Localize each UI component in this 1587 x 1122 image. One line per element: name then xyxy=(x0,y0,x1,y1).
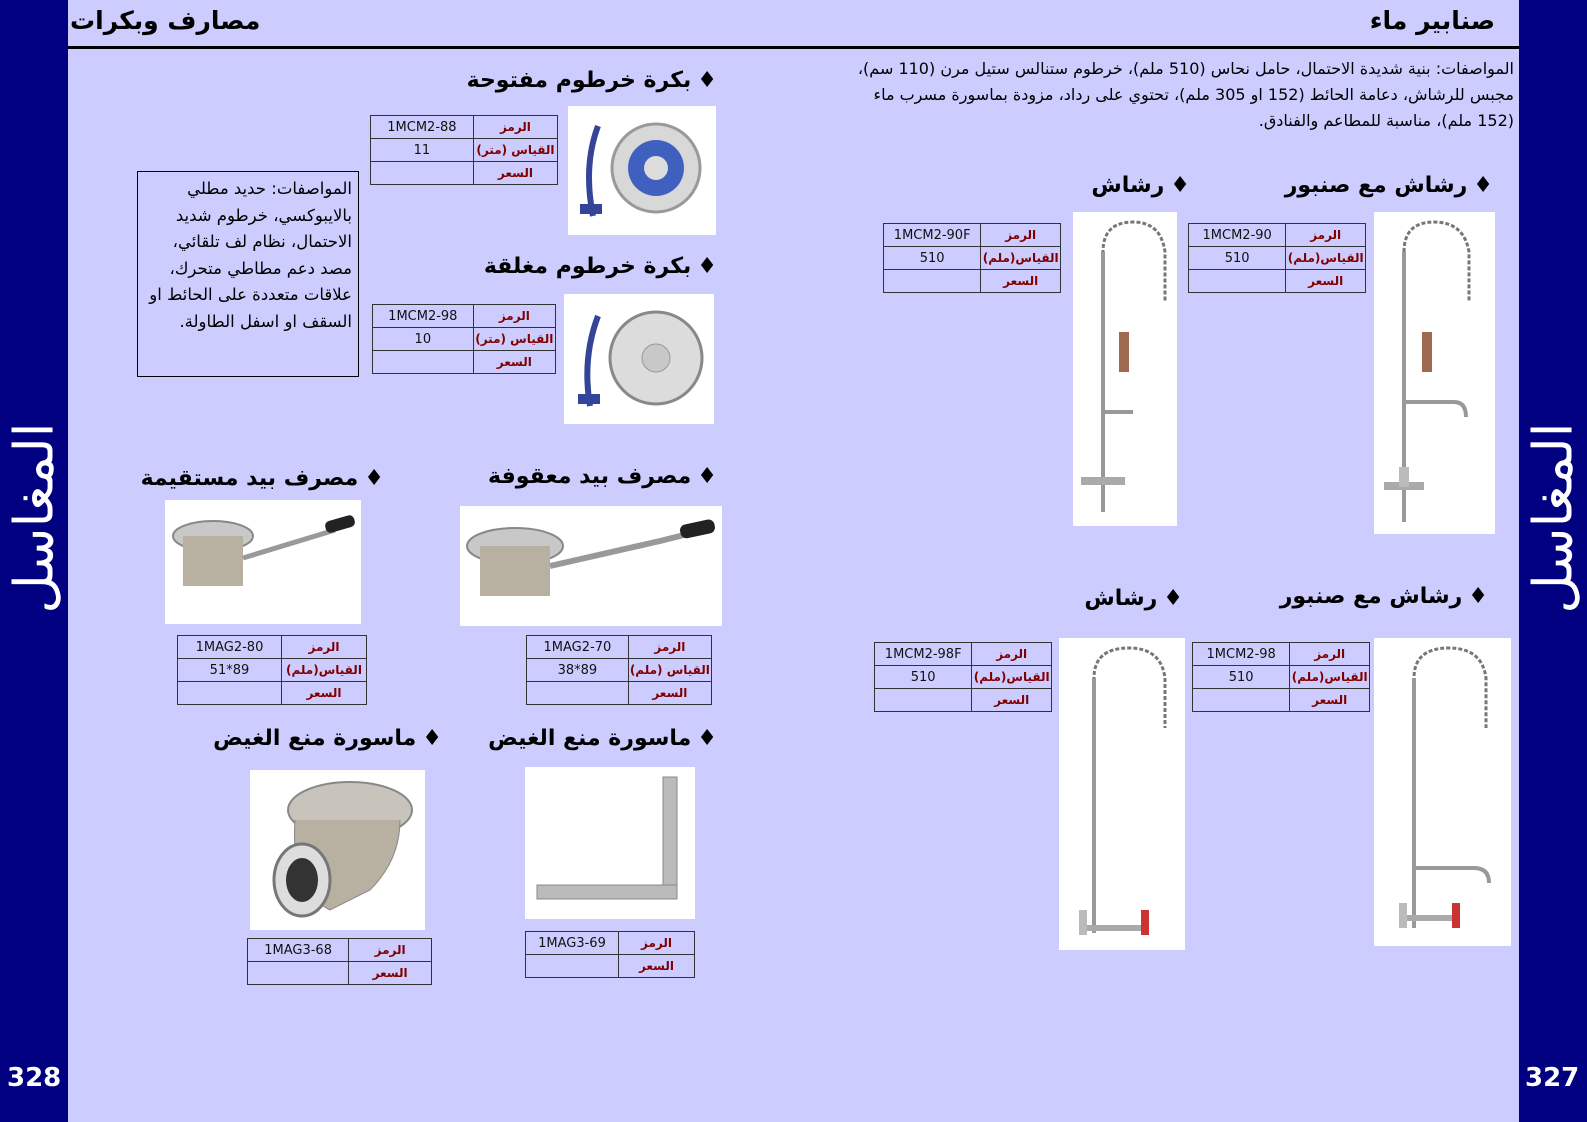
price-label: السعر xyxy=(1290,689,1370,712)
code-value: 1MAG2-70 xyxy=(527,636,629,659)
product-title-1mcm2-98f: ♦رشاش xyxy=(1084,586,1183,611)
product-title-1mcm2-88: ♦بكرة خرطوم مفتوحة xyxy=(466,68,717,93)
size-value: 510 xyxy=(884,247,981,270)
price-value xyxy=(884,270,981,293)
code-value: 1MAG2-80 xyxy=(178,636,282,659)
product-title-1mcm2-98: ♦رشاش مع صنبور xyxy=(1279,584,1488,609)
open-hose-reel-image xyxy=(568,106,716,235)
diamond-icon: ♦ xyxy=(697,726,717,751)
diamond-icon: ♦ xyxy=(1468,584,1488,609)
spec-table-1mcm2-98 xyxy=(1192,642,1370,712)
spec-table-1mag3-68 xyxy=(247,938,432,985)
spec-table-1mag3-69 xyxy=(525,931,695,978)
size-label: القياس(ملم) xyxy=(981,247,1061,270)
price-value xyxy=(178,682,282,705)
pre-rinse-faucet-image xyxy=(1374,212,1495,534)
diamond-icon: ♦ xyxy=(1163,586,1183,611)
size-value: 51*89 xyxy=(178,659,282,682)
left-page-header: مصارف وبكرات xyxy=(70,6,261,35)
price-value xyxy=(371,162,474,185)
code-label: الرمز xyxy=(628,636,711,659)
spec-table-1mcm2-88 xyxy=(370,115,558,185)
size-label: القياس(ملم) xyxy=(1290,666,1370,689)
left-section-label: المغاسل xyxy=(2,422,66,614)
right-page-number: 327 xyxy=(1525,1063,1580,1093)
size-value: 10 xyxy=(373,328,474,351)
spec-table-1mcm2-90f xyxy=(883,223,1061,293)
spec-table-1mcm2-98f xyxy=(874,642,1052,712)
overflow-pipe-l-image xyxy=(525,767,695,919)
price-value xyxy=(875,689,972,712)
overflow-elbow-image xyxy=(250,770,425,930)
price-label: السعر xyxy=(473,162,557,185)
diamond-icon: ♦ xyxy=(697,254,717,279)
price-value xyxy=(248,962,349,985)
code-label: الرمز xyxy=(473,305,555,328)
code-label: الرمز xyxy=(473,116,557,139)
diamond-icon: ♦ xyxy=(364,466,384,491)
product-title-1mag3-68: ♦ماسورة منع الغيض xyxy=(213,726,442,751)
spec-table-1mcm2-98-reel xyxy=(372,304,556,374)
spec-table-1mag2-80 xyxy=(177,635,367,705)
size-label: القياس(ملم) xyxy=(281,659,366,682)
price-label: السعر xyxy=(972,689,1052,712)
price-value xyxy=(527,682,629,705)
product-title-1mcm2-90f: ♦رشاش xyxy=(1091,173,1190,198)
size-label: القياس (متر) xyxy=(473,139,557,162)
left-page-number: 328 xyxy=(7,1063,62,1093)
code-label: الرمز xyxy=(281,636,366,659)
code-value: 1MCM2-90F xyxy=(884,224,981,247)
price-value xyxy=(1193,689,1290,712)
code-label: الرمز xyxy=(1290,643,1370,666)
price-label: السعر xyxy=(349,962,432,985)
code-label: الرمز xyxy=(618,932,694,955)
diamond-icon: ♦ xyxy=(697,68,717,93)
code-value: 1MCM2-98 xyxy=(373,305,474,328)
size-value: 38*89 xyxy=(527,659,629,682)
offset-handle-drain-image xyxy=(460,506,722,626)
code-value: 1MCM2-90 xyxy=(1189,224,1286,247)
size-value: 11 xyxy=(371,139,474,162)
pre-rinse-unit-image xyxy=(1073,212,1177,526)
code-value: 1MCM2-98 xyxy=(1193,643,1290,666)
diamond-icon: ♦ xyxy=(1473,173,1493,198)
product-title-1mcm2-98-reel: ♦بكرة خرطوم مغلقة xyxy=(483,254,717,279)
size-label: القياس (ملم) xyxy=(628,659,711,682)
closed-hose-reel-image xyxy=(564,294,714,424)
size-value: 510 xyxy=(1189,247,1286,270)
code-label: الرمز xyxy=(981,224,1061,247)
price-label: السعر xyxy=(473,351,555,374)
price-value xyxy=(526,955,619,978)
right-section-label: المغاسل xyxy=(1521,422,1585,614)
wall-pre-rinse-image xyxy=(1059,638,1185,950)
size-value: 510 xyxy=(875,666,972,689)
right-page-header: صنابير ماء xyxy=(1369,6,1495,35)
price-label: السعر xyxy=(1286,270,1366,293)
code-label: الرمز xyxy=(972,643,1052,666)
spec-table-1mcm2-90 xyxy=(1188,223,1366,293)
price-label: السعر xyxy=(981,270,1061,293)
code-value: 1MCM2-88 xyxy=(371,116,474,139)
reel-spec-box: المواصفات: حديد مطلي بالايبوكسي، خرطوم شديد الاحتمال، نظام لف تلقائي، مصد دعم مطاطي متحرك، علاقات متعددة على الحائط او السقف او اسفل الطاولة. xyxy=(137,171,359,377)
straight-handle-drain-image xyxy=(165,500,361,624)
size-value: 510 xyxy=(1193,666,1290,689)
code-label: الرمز xyxy=(1286,224,1366,247)
size-label: القياس(ملم) xyxy=(1286,247,1366,270)
header-rule xyxy=(68,46,1519,49)
product-title-1mcm2-90: ♦رشاش مع صنبور xyxy=(1284,173,1493,198)
code-value: 1MCM2-98F xyxy=(875,643,972,666)
price-value xyxy=(1189,270,1286,293)
product-title-1mag2-70: ♦مصرف بيد معقوفة xyxy=(488,464,717,489)
price-value xyxy=(373,351,474,374)
price-label: السعر xyxy=(618,955,694,978)
product-title-1mag2-80: ♦مصرف بيد مستقيمة xyxy=(140,466,384,491)
diamond-icon: ♦ xyxy=(422,726,442,751)
faucet-spec-text: المواصفات: بنية شديدة الاحتمال، حامل نحاس (510 ملم)، خرطوم ستنالس ستيل مرن (110 سم)، مجبس للرشاش، دعامة الحائط (152 او 305 ملم)، تحتوي على رداد، مزودة بماسورة مسرب ماء (152 ملم)، مناسبة للمطاعم والفنادق. xyxy=(857,59,1514,130)
code-value: 1MAG3-69 xyxy=(526,932,619,955)
diamond-icon: ♦ xyxy=(1170,173,1190,198)
product-title-1mag3-69: ♦ماسورة منع الغيض xyxy=(488,726,717,751)
price-label: السعر xyxy=(281,682,366,705)
wall-faucet-image xyxy=(1374,638,1511,946)
code-value: 1MAG3-68 xyxy=(248,939,349,962)
price-label: السعر xyxy=(628,682,711,705)
diamond-icon: ♦ xyxy=(697,464,717,489)
size-label: القياس (متر) xyxy=(473,328,555,351)
size-label: القياس(ملم) xyxy=(972,666,1052,689)
code-label: الرمز xyxy=(349,939,432,962)
spec-table-1mag2-70 xyxy=(526,635,712,705)
